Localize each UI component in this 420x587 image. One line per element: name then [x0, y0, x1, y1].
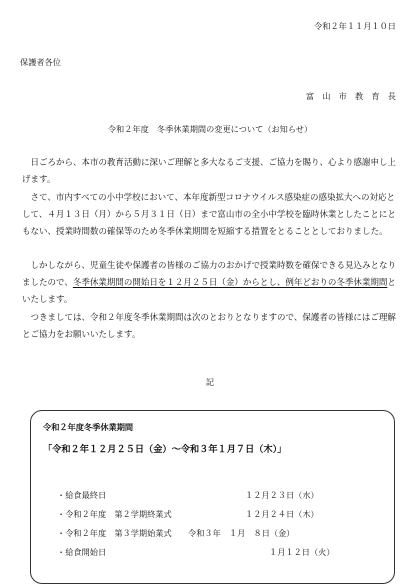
paragraph-greeting-text: 日ごろから、本市の教育活動に深いご理解と多大なるご支援、ご協力を賜り、心より感謝申し上げます。 — [22, 158, 397, 185]
document-date: 令和２年１１月１０日 — [314, 21, 396, 31]
announcement-text-after: といたします。 — [22, 278, 396, 305]
box-item-date: １月１２日（火） — [269, 547, 335, 557]
paragraph-announcement — [22, 258, 398, 309]
box-item-date: １２月２３日（水） — [245, 490, 319, 500]
paragraph-background — [22, 190, 398, 241]
paragraph-greeting — [22, 155, 398, 189]
box-item-label: ・給食最終日 — [57, 490, 107, 500]
box-item-label: ・令和２年度 第２学期終業式 — [57, 509, 172, 519]
paragraph-background-text: さて、市内すべての小中学校において、本年度新型コロナウイルス感染症の感染拡大への対応として、４月１３日（月）から５月３１日（日）まで富山市の全小中学校を臨時休業としたことにともない、授業時間数の確保等のため冬季休業期間を短縮する措置をとることとしておりました。 — [22, 193, 396, 237]
announcement-underlined-text: 冬季休業期間の開始日を１２月２５日（金）からとし、例年どおりの冬季休業期間 — [72, 278, 388, 288]
box-heading: 令和２年度冬季休業期間 — [43, 422, 134, 432]
ki-heading: 記 — [205, 377, 215, 387]
announcement-text-before: しかしながら、児童生徒や保護者の皆様のご協力のおかげで授業時数を確保できる見込みとなりましたので、 — [22, 261, 397, 288]
document-title: 令和２年度 冬季休業期間の変更について（お知らせ） — [107, 124, 313, 134]
sender: 富 山 市 教 育 長 — [305, 91, 396, 101]
paragraph-request-text: つきましては、令和２年度冬季休業期間は次のとおりとなりますので、保護者の皆様にはご理解とご協力をお願いいたします。 — [22, 313, 396, 340]
box-item-label: ・令和２年度 第３学期始業式 令和３年 １月 ８日（金） — [57, 528, 295, 538]
winter-break-box — [30, 410, 395, 584]
addressee: 保護者各位 — [20, 57, 61, 67]
box-item-label: ・給食開始日 — [57, 547, 107, 557]
box-period: 「令和２年１２月２５日（金）～令和３年１月７日（木）」 — [43, 444, 287, 455]
box-item-date: １２月２４日（木） — [245, 509, 319, 519]
paragraph-request — [22, 310, 398, 344]
